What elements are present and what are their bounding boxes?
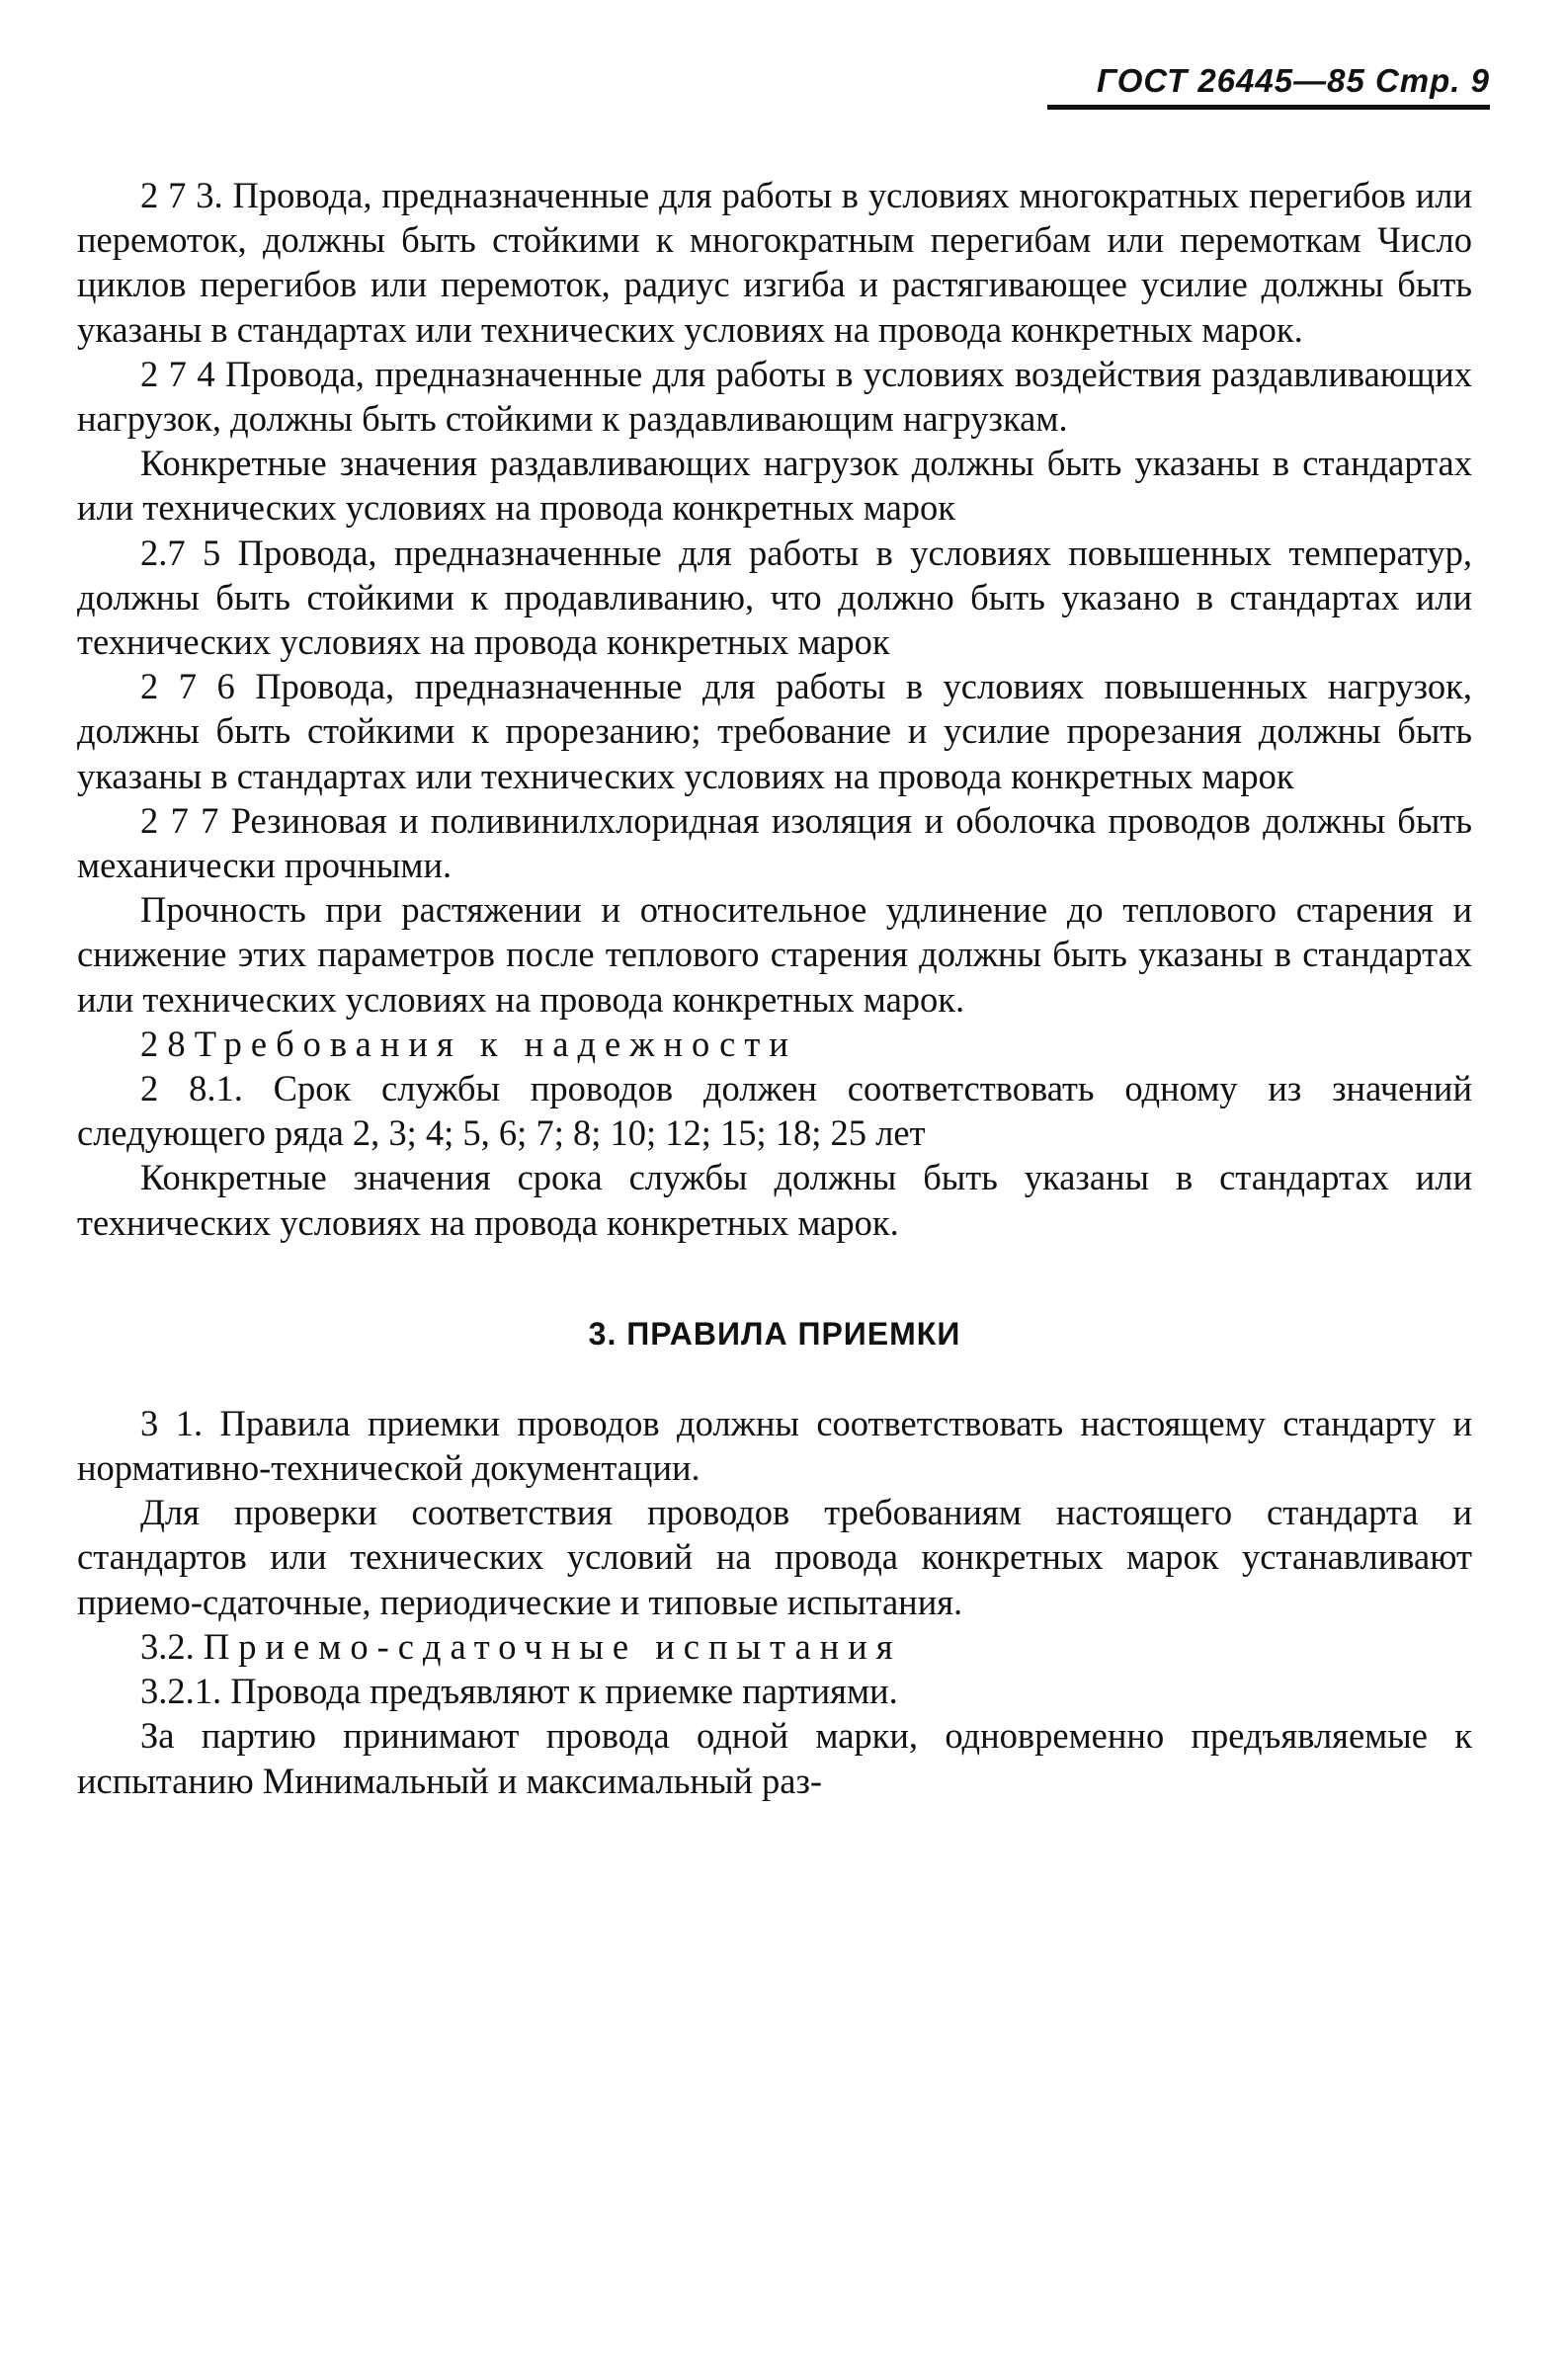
paragraph-3-1: 3 1. Правила приемки проводов должны соответствовать настоящему стандарту и нормативно-технической документации. bbox=[77, 1402, 1472, 1489]
subsection-2-8-title: Требования к надежности bbox=[194, 1023, 797, 1064]
subsection-2-8-heading bbox=[77, 1022, 1472, 1066]
paragraph-2-7-7: 2 7 7 Резиновая и поливинилхлоридная изоляция и оболочка проводов должны быть механически прочными. bbox=[77, 799, 1472, 886]
paragraph-2-7-6: 2 7 6 Провода, предназначенные для работы в условиях повышенных нагрузок, должны быть стойкими к прорезанию; требование и усилие прорезания должны быть указаны в стандартах или технических условиях на провода конкретных марок bbox=[77, 666, 1472, 796]
paragraph-batch-definition: За партию принимают провода одной марки, одновременно предъявляемые к испытанию Минимальный и максимальный раз- bbox=[77, 1715, 1472, 1801]
running-header: ГОСТ 26445—85 Стр. 9 bbox=[1047, 61, 1490, 110]
paragraph-service-life: Конкретные значения срока службы должны быть указаны в стандартах или технических условиях на провода конкретных марок. bbox=[77, 1157, 1472, 1243]
subsection-3-2-heading bbox=[77, 1624, 1472, 1669]
paragraph-2-7-5: 2.7 5 Провода, предназначенные для работы в условиях повышенных температур, должны быть стойкими к продавливанию, что должно быть указано в стандартах или технических условиях на провода конкретных марок bbox=[77, 532, 1472, 663]
paragraph-2-7-3: 2 7 3. Провода, предназначенные для работы в условиях многократных перегибов или перемоток, должны быть стойкими к многократным перегибам или перемоткам Число циклов перегибов или перемоток, радиус изгиба и растягивающее усилие должны быть указаны в стандартах или технических условиях на провода конкретных марок. bbox=[77, 175, 1472, 350]
paragraph-3-2-1: 3.2.1. Провода предъявляют к приемке партиями. bbox=[140, 1671, 898, 1712]
subsection-3-2-title: Приемо-сдаточные испытания bbox=[203, 1625, 902, 1667]
subsection-3-2-number: 3.2. bbox=[140, 1625, 195, 1667]
paragraph-2-7-4: 2 7 4 Провода, предназначенные для работы в условиях воздействия раздавливающих нагрузок, должны быть стойкими к раздавливающим нагрузкам. bbox=[77, 353, 1472, 440]
section-3-heading: 3. ПРАВИЛА ПРИЕМКИ bbox=[588, 1315, 961, 1352]
paragraph-2-8-1: 2 8.1. Срок службы проводов должен соответствовать одному из значений следующего ряда 2, 3; 4; 5, 6; 7; 8; 10; 12; 15; 18; 25 лет bbox=[77, 1068, 1472, 1154]
paragraph-test-types: Для проверки соответствия проводов требованиям настоящего стандарта и стандартов или технических условий на провода конкретных марок устанавливают приемо-сдаточные, периодические и типовые испытания. bbox=[77, 1492, 1472, 1622]
paragraph-crush-loads: Конкретные значения раздавливающих нагрузок должны быть указаны в стандартах или технических условиях на провода конкретных марок bbox=[77, 443, 1472, 529]
paragraph-tensile-strength: Прочность при растяжении и относительное удлинение до теплового старения и снижение этих параметров после теплового старения должны быть указаны в стандартах или технических условиях на провода конкретных марок. bbox=[77, 889, 1472, 1020]
document-body bbox=[77, 173, 1472, 1803]
subsection-2-8-number: 2 8 bbox=[140, 1023, 186, 1064]
